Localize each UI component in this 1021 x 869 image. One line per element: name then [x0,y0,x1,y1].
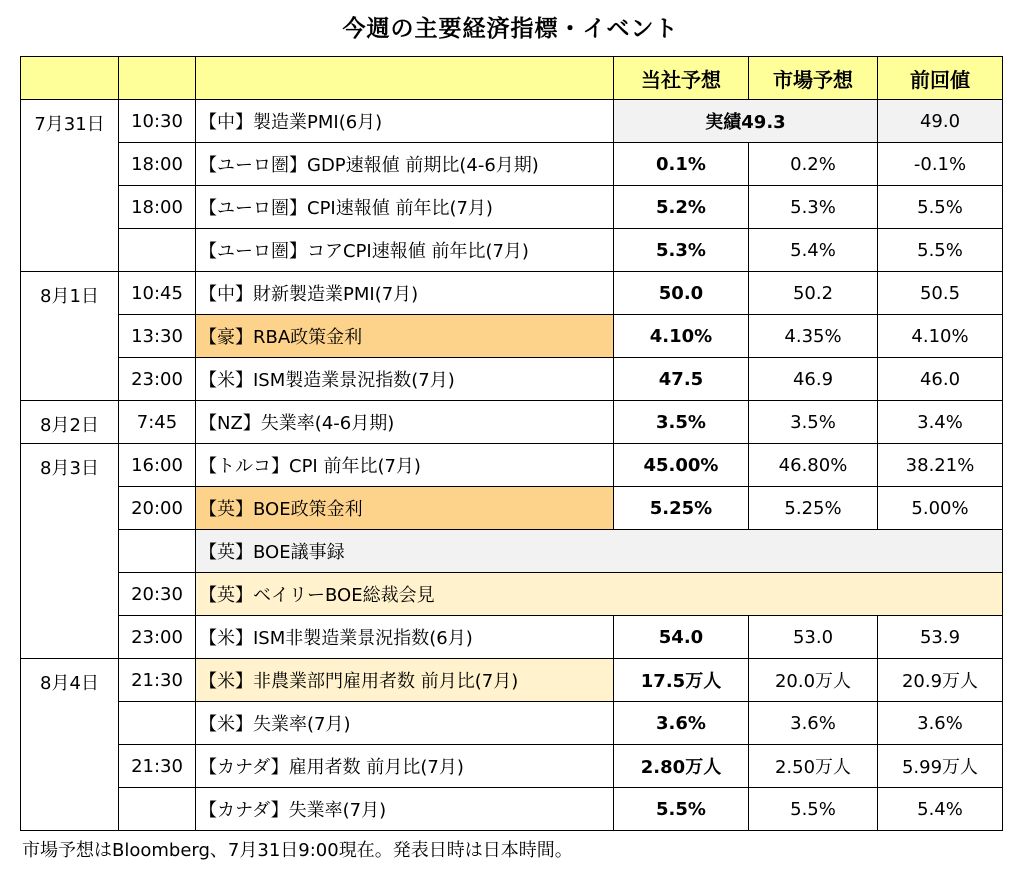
time-cell [119,788,196,831]
time-cell: 10:30 [119,100,196,143]
time-cell: 20:30 [119,573,196,616]
own-forecast-cell: 0.1% [614,143,749,186]
table-row [21,444,1003,487]
previous-cell: 50.5 [878,272,1003,315]
header-market-forecast: 市場予想 [749,57,878,100]
event-cell: 【中】製造業PMI(6月) [196,100,614,143]
market-forecast-cell: 2.50万人 [749,745,878,788]
previous-cell: 20.9万人 [878,659,1003,702]
table-row [21,573,1003,616]
table-row [21,745,1003,788]
date-cell: 8月1日 [21,272,119,401]
own-forecast-cell: 5.5% [614,788,749,831]
market-forecast-cell: 5.5% [749,788,878,831]
previous-cell: 38.21% [878,444,1003,487]
event-cell: 【英】BOE議事録 [196,530,1003,573]
market-forecast-cell: 5.4% [749,229,878,272]
header-previous: 前回値 [878,57,1003,100]
date-cell: 8月4日 [21,659,119,831]
event-cell: 【中】財新製造業PMI(7月) [196,272,614,315]
event-cell: 【カナダ】失業率(7月) [196,788,614,831]
time-cell: 21:30 [119,659,196,702]
table-row [21,702,1003,745]
table-row [21,616,1003,659]
event-cell: 【米】ISM製造業景況指数(7月) [196,358,614,401]
event-cell: 【ユーロ圏】コアCPI速報値 前年比(7月) [196,229,614,272]
time-cell [119,702,196,745]
event-cell: 【米】ISM非製造業景況指数(6月) [196,616,614,659]
previous-cell: 53.9 [878,616,1003,659]
own-forecast-cell: 50.0 [614,272,749,315]
previous-cell: 5.5% [878,186,1003,229]
event-cell: 【ユーロ圏】CPI速報値 前年比(7月) [196,186,614,229]
date-cell: 8月2日 [21,401,119,444]
event-cell: 【英】BOE政策金利 [196,487,614,530]
event-cell: 【ユーロ圏】GDP速報値 前期比(4-6月期) [196,143,614,186]
time-cell: 20:00 [119,487,196,530]
own-forecast-cell: 5.25% [614,487,749,530]
own-forecast-cell: 17.5万人 [614,659,749,702]
table-row [21,358,1003,401]
previous-cell: 3.6% [878,702,1003,745]
time-cell [119,530,196,573]
market-forecast-cell: 4.35% [749,315,878,358]
event-cell: 【トルコ】CPI 前年比(7月) [196,444,614,487]
market-forecast-cell: 0.2% [749,143,878,186]
market-forecast-cell: 53.0 [749,616,878,659]
table-row [21,530,1003,573]
previous-cell: 46.0 [878,358,1003,401]
own-forecast-cell: 54.0 [614,616,749,659]
time-cell: 23:00 [119,358,196,401]
market-forecast-cell: 3.5% [749,401,878,444]
market-forecast-cell: 50.2 [749,272,878,315]
own-forecast-cell: 5.3% [614,229,749,272]
table-row [21,229,1003,272]
time-cell: 21:30 [119,745,196,788]
event-cell: 【米】非農業部門雇用者数 前月比(7月) [196,659,614,702]
time-cell: 13:30 [119,315,196,358]
market-forecast-cell: 46.9 [749,358,878,401]
date-cell: 7月31日 [21,100,119,272]
time-cell: 10:45 [119,272,196,315]
table-row [21,659,1003,702]
time-cell: 23:00 [119,616,196,659]
time-cell: 7:45 [119,401,196,444]
table-row [21,186,1003,229]
table-row [21,788,1003,831]
previous-cell: 4.10% [878,315,1003,358]
previous-cell: 5.00% [878,487,1003,530]
event-cell: 【英】ベイリーBOE総裁会見 [196,573,1003,616]
own-forecast-cell: 45.00% [614,444,749,487]
indicator-table [20,56,1003,831]
event-cell: 【NZ】失業率(4-6月期) [196,401,614,444]
date-cell: 8月3日 [21,444,119,659]
market-forecast-cell: 3.6% [749,702,878,745]
previous-cell: 5.99万人 [878,745,1003,788]
time-cell [119,229,196,272]
header-time [119,57,196,100]
time-cell: 16:00 [119,444,196,487]
event-cell: 【豪】RBA政策金利 [196,315,614,358]
market-forecast-cell: 5.3% [749,186,878,229]
event-cell: 【米】失業率(7月) [196,702,614,745]
market-forecast-cell: 5.25% [749,487,878,530]
market-forecast-cell: 20.0万人 [749,659,878,702]
previous-cell: 5.4% [878,788,1003,831]
header-event [196,57,614,100]
own-forecast-cell: 47.5 [614,358,749,401]
table-row [21,315,1003,358]
own-forecast-cell: 2.80万人 [614,745,749,788]
own-forecast-cell: 3.6% [614,702,749,745]
table-row [21,100,1003,143]
own-forecast-cell: 5.2% [614,186,749,229]
footnote: 市場予想はBloomberg、7月31日9:00現在。発表日時は日本時間。 [22,840,573,861]
time-cell: 18:00 [119,186,196,229]
header-own-forecast: 当社予想 [614,57,749,100]
table-row [21,143,1003,186]
previous-cell: 3.4% [878,401,1003,444]
table-row [21,401,1003,444]
page-title: 今週の主要経済指標・イベント [342,16,679,42]
market-forecast-cell: 46.80% [749,444,878,487]
header-row [21,57,1003,100]
own-forecast-cell: 4.10% [614,315,749,358]
previous-cell: 5.5% [878,229,1003,272]
previous-cell: -0.1% [878,143,1003,186]
previous-cell: 49.0 [878,100,1003,143]
event-cell: 【カナダ】雇用者数 前月比(7月) [196,745,614,788]
actual-cell: 実績49.3 [614,100,878,143]
table-row [21,272,1003,315]
own-forecast-cell: 3.5% [614,401,749,444]
time-cell: 18:00 [119,143,196,186]
table-row [21,487,1003,530]
header-date [21,57,119,100]
